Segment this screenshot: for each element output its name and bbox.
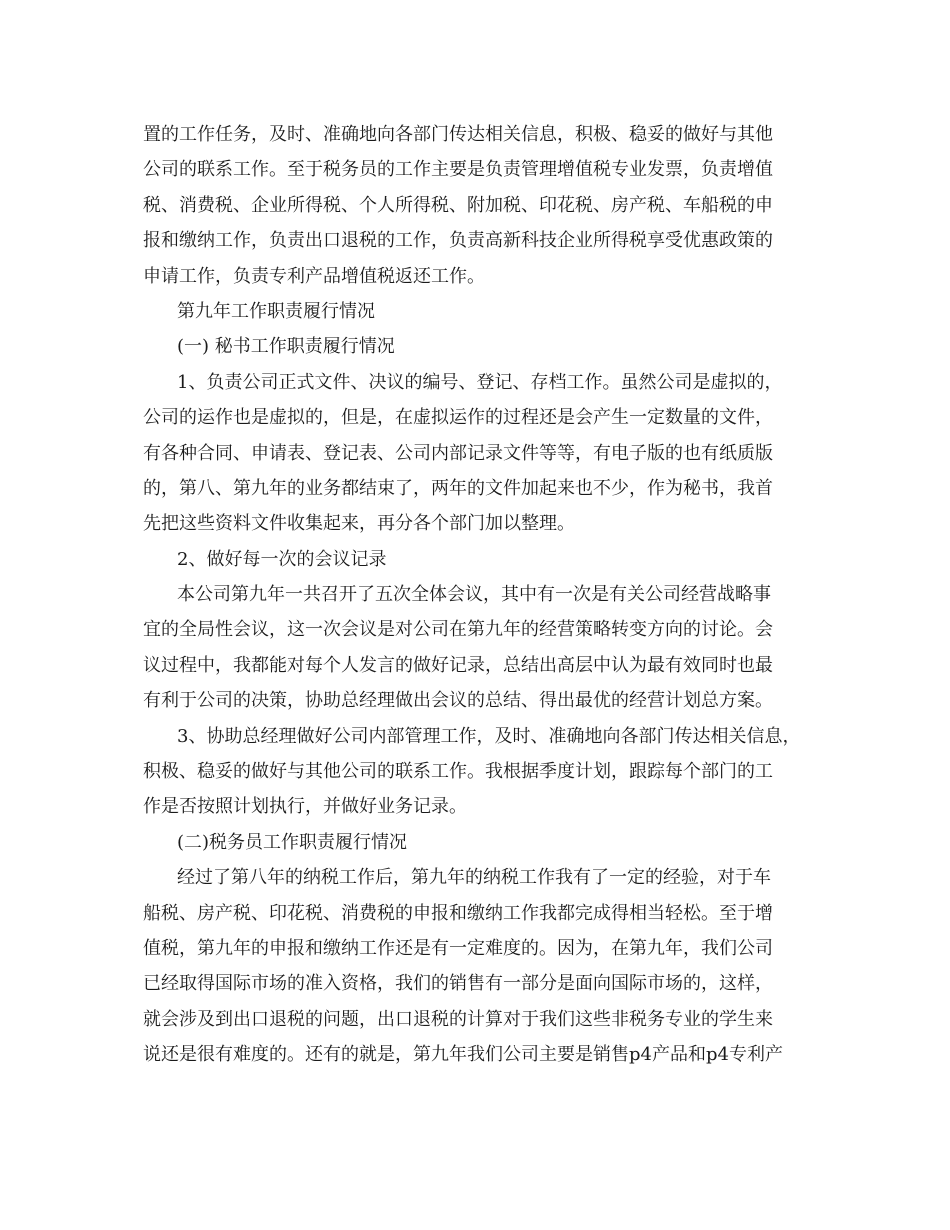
text-line: 有利于公司的决策，协助总经理做出会议的总结、得出最优的经营计划总方案。	[143, 690, 773, 712]
document-body	[143, 117, 823, 1073]
item-heading: 2、做好每一次的会议记录	[177, 548, 387, 570]
text-line: 积极、稳妥的做好与其他公司的联系工作。我根据季度计划，跟踪每个部门的工	[143, 761, 773, 783]
text-line: 税、消费税、企业所得税、个人所得税、附加税、印花税、房产税、车船税的申	[143, 194, 773, 216]
text-line: 报和缴纳工作，负责出口退税的工作，负责高新科技企业所得税享受优惠政策的	[143, 230, 773, 252]
text-line: 公司的运作也是虚拟的，但是，在虚拟运作的过程还是会产生一定数量的文件，	[143, 407, 773, 429]
text-line: 先把这些资料文件收集起来，再分各个部门加以整理。	[143, 513, 575, 535]
text-line: 经过了第八年的纳税工作后，第九年的纳税工作我有了一定的经验，对于车	[177, 867, 771, 889]
text-line: 置的工作任务，及时、准确地向各部门传达相关信息，积极、稳妥的做好与其他	[143, 124, 773, 145]
subsection-heading: (一) 秘书工作职责履行情况	[177, 336, 395, 358]
section-heading: 第九年工作职责履行情况	[177, 300, 375, 322]
text-line: 申请工作，负责专利产品增值税返还工作。	[143, 265, 485, 287]
text-line: 值税，第九年的申报和缴纳工作还是有一定难度的。因为，在第九年，我们公司	[143, 937, 773, 959]
text-line: 本公司第九年一共召开了五次全体会议，其中有一次是有关公司经营战略事	[177, 584, 771, 606]
text-line: 1、负责公司正式文件、决议的编号、登记、存档工作。虽然公司是虚拟的，	[177, 371, 783, 393]
text-line: 的，第八、第九年的业务都结束了，两年的文件加起来也不少，作为秘书，我首	[143, 477, 773, 499]
text-line: 船税、房产税、印花税、消费税的申报和缴纳工作我都完成得相当轻松。至于增	[143, 902, 773, 924]
text-line: 公司的联系工作。至于税务员的工作主要是负责管理增值税专业发票，负责增值	[143, 159, 773, 181]
text-line: 议过程中，我都能对每个人发言的做好记录，总结出高层中认为最有效同时也最	[143, 654, 773, 676]
text-line: 说还是很有难度的。还有的就是，第九年我们公司主要是销售p4产品和p4专利产	[143, 1044, 783, 1066]
text-line: 就会涉及到出口退税的问题，出口退税的计算对于我们这些非税务专业的学生来	[143, 1008, 773, 1030]
text-line: 宜的全局性会议，这一次会议是对公司在第九年的经营策略转变方向的讨论。会	[143, 619, 773, 641]
text-line: 3、协助总经理做好公司内部管理工作，及时、准确地向各部门传达相关信息，	[177, 725, 801, 747]
text-line: 有各种合同、申请表、登记表、公司内部记录文件等等，有电子版的也有纸质版	[143, 442, 773, 464]
text-line: 已经取得国际市场的准入资格，我们的销售有一部分是面向国际市场的，这样，	[143, 973, 773, 995]
subsection-heading: (二)税务员工作职责履行情况	[177, 831, 408, 853]
text-line: 作是否按照计划执行，并做好业务记录。	[143, 796, 467, 818]
